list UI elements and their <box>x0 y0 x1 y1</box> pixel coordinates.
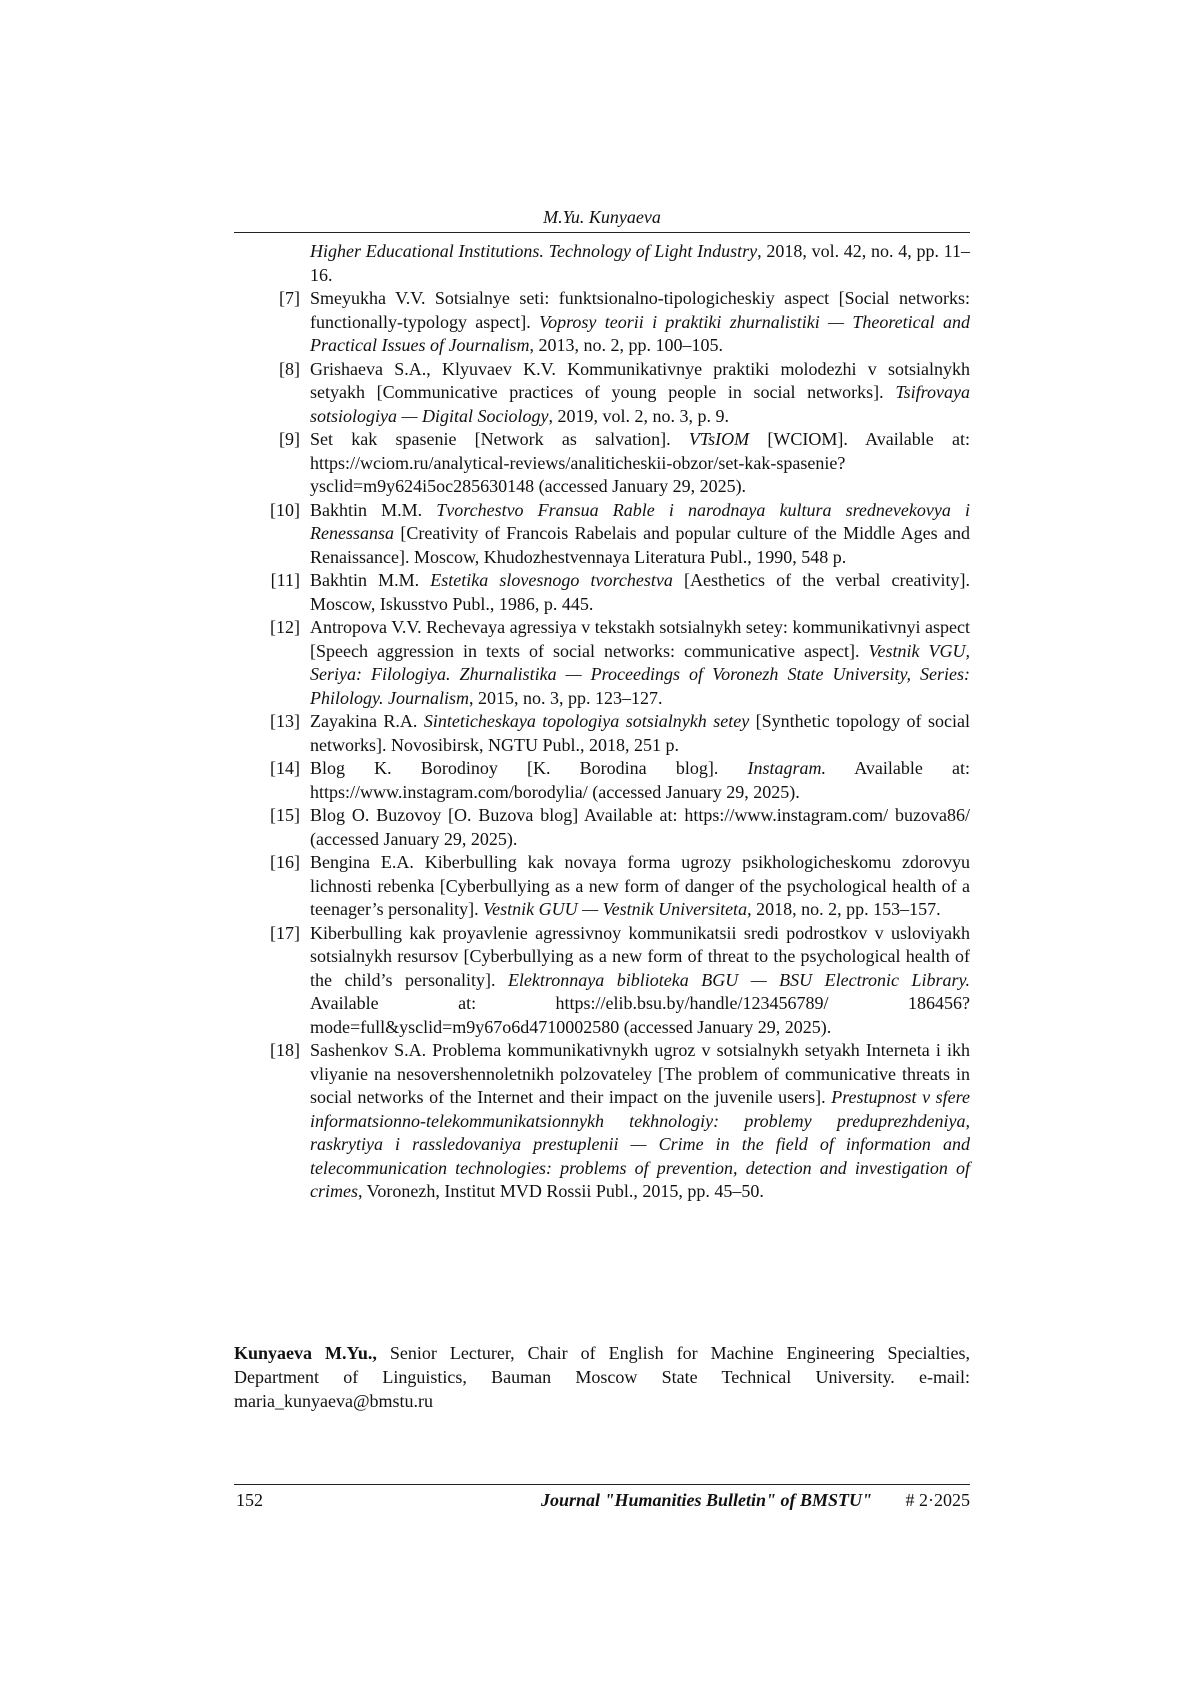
reference-number: [10] <box>270 499 300 520</box>
reference-item <box>250 922 970 1040</box>
reference-italic-segment: Tvorchestvo Fransua Rable i narodnaya kultura srednevekovya i Renessansa <box>310 499 970 543</box>
reference-text <box>310 617 970 708</box>
reference-italic-segment: VTsIOM <box>688 429 750 449</box>
issue-number: # 2·2025 <box>905 1490 970 1510</box>
reference-text <box>310 359 970 426</box>
reference-segment: [Creativity of Francois Rabelais and popular culture of the Middle Ages and Renaissance]. Moscow, Khudozhestvennaya Literatura Publ., 1990, 548 p. <box>310 523 970 567</box>
reference-segment: Available at: https://www.instagram.com/borodylia/ (accessed January 29, 2025). <box>310 758 970 802</box>
reference-text <box>310 1040 970 1201</box>
reference-segment: Set kak spasenie [Network as salvation]. <box>310 429 689 449</box>
reference-text <box>310 852 970 919</box>
reference-segment: Bengina E.A. Kiberbulling kak novaya forma ugrozy psikhologicheskomu zdorovyu lichnosti rebenka [Cyberbullying as a new form of danger of the psychological health of a teenager’s personality]. <box>310 852 970 919</box>
reference-item <box>250 804 970 851</box>
reference-segment: Bakhtin M.M. <box>310 499 437 520</box>
reference-number: [17] <box>270 922 300 943</box>
reference-segment: [Aesthetics of the verbal creativity]. Moscow, Iskusstvo Publ., 1986, p. 445. <box>310 570 970 614</box>
reference-text <box>310 923 970 1037</box>
reference-text <box>310 429 970 496</box>
reference-segment: [Synthetic topology of social networks]. Novosibirsk, NGTU Publ., 2018, 251 p. <box>310 711 970 755</box>
reference-item <box>250 287 970 358</box>
reference-segment: , 2018, no. 2, pp. 153–157. <box>747 899 941 919</box>
reference-item <box>250 428 970 499</box>
page-number: 152 <box>236 1490 263 1510</box>
author-info <box>234 1341 970 1413</box>
reference-segment: , 2013, no. 2, pp. 100–105. <box>529 335 723 355</box>
reference-text <box>310 711 970 755</box>
reference-segment: Smeyukha V.V. Sotsialnye seti: funktsionalno-tipologicheskiy aspect [Social networks: functionally-typology aspect]. <box>310 288 970 332</box>
reference-item <box>250 757 970 804</box>
reference-item <box>250 358 970 429</box>
reference-italic-segment: Higher Educational Institutions. Technology of Light Industry <box>310 241 758 261</box>
reference-number: [14] <box>270 758 300 778</box>
reference-text <box>310 241 970 285</box>
reference-segment: Antropova V.V. Rechevaya agressiya v tekstakh sotsialnykh setey: kommunikativnyi aspect [Speech aggression in texts of social networks: communicative aspect]. <box>310 617 970 661</box>
journal-title: Journal "Humanities Bulletin" of BMSTU" <box>540 1490 872 1510</box>
reference-italic-segment: Voprosy teorii i praktiki zhurnalistiki — Theoretical and Practical Issues of Journalism <box>310 311 970 355</box>
reference-italic-segment: Instagram. <box>747 758 827 778</box>
header-rule <box>234 232 970 233</box>
reference-number: [8] <box>279 358 300 379</box>
reference-text <box>310 288 970 355</box>
reference-italic-segment: Estetika slovesnogo tvorchestva <box>430 570 673 590</box>
reference-italic-segment: Elektronnaya biblioteka BGU — BSU Electronic Library. <box>507 969 970 990</box>
reference-italic-segment: Tsifrovaya sotsiologiya — Digital Sociology <box>310 382 970 426</box>
reference-number: [15] <box>270 805 300 825</box>
reference-italic-segment: Sinteticheskaya topologiya sotsialnykh setey <box>423 711 750 731</box>
running-head: M.Yu. Kunyaeva <box>543 207 661 227</box>
reference-segment: Kiberbulling kak proyavlenie agressivnoy kommunikatsii sredi podrostkov v usloviyakh sotsialnykh resursov [Cyberbullying as a new form of threat to the psychological health of the child’s personality]. <box>310 922 970 990</box>
reference-number: [7] <box>279 288 300 308</box>
reference-segment: , Voronezh, Institut MVD Rossii Publ., 2015, pp. 45–50. <box>358 1181 764 1201</box>
reference-segment: Grishaeva S.A., Klyuvaev K.V. Kommunikativnye praktiki molodezhi v sotsialnykh setyakh [Communicative practices of young people in social networks]. <box>310 358 970 402</box>
reference-item <box>250 616 970 710</box>
reference-item <box>250 569 970 616</box>
reference-number: [13] <box>270 711 300 731</box>
reference-item <box>250 240 970 287</box>
reference-segment: , 2015, no. 3, pp. 123–127. <box>469 687 663 708</box>
footer <box>234 1488 970 1514</box>
reference-item <box>250 499 970 570</box>
reference-italic-segment: Vestnik GUU — Vestnik Universiteta <box>483 899 748 919</box>
author-name: Kunyaeva M.Yu., <box>234 1343 377 1363</box>
reference-number: [18] <box>270 1040 300 1060</box>
reference-segment: Bakhtin M.M. <box>310 570 431 590</box>
reference-number: [12] <box>270 617 300 637</box>
reference-item <box>250 1039 970 1204</box>
reference-list <box>250 240 970 1204</box>
reference-segment: Zayakina R.A. <box>310 711 424 731</box>
reference-text <box>310 758 970 802</box>
reference-segment: Sashenkov S.A. Problema kommunikativnykh ugroz v sotsialnykh setyakh Interneta i ikh vliyanie na nesovershennoletnikh polzovateley [The problem of communicative threats in social networks of the Internet and their impact on the juvenile users]. <box>310 1040 970 1107</box>
reference-segment: [WCIOM]. Available at: https://wciom.ru/analytical-reviews/analiticheskii-obzor/set-kak-spasenie?ysclid=m9y624i5oc285630148 (accessed January 29, 2025). <box>310 429 970 496</box>
reference-italic-segment: Prestupnost v sfere informatsionno-telekommunikatsionnykh tekhnologiy: problemy preduprezhdeniya, raskrytiya i rassledovaniya prestuplenii — Crime in the field of information and telecommunication technologies: problems of prevention, detection and investigation of crimes <box>310 1087 970 1201</box>
reference-segment: Blog O. Buzovoy [O. Buzova blog] Available at: https://www.instagram.com/ buzova86/ (accessed January 29, 2025). <box>310 805 970 849</box>
reference-segment: , 2018, vol. 42, no. 4, pp. 11–16. <box>310 241 970 285</box>
reference-text <box>310 500 970 567</box>
author-description: Senior Lecturer, Chair of English for Machine Engineering Specialties, Department of Linguistics, Bauman Moscow State Technical University. e-mail: maria_kunyaeva@bmstu.ru <box>234 1343 971 1411</box>
reference-number: [9] <box>279 429 300 449</box>
reference-segment: Available at: https://elib.bsu.by/handle/123456789/ 186456?mode=full&ysclid=m9y67o6d4710002580 (accessed January 29, 2025). <box>310 993 970 1037</box>
reference-number: [11] <box>270 570 300 590</box>
reference-italic-segment: Vestnik VGU, Seriya: Filologiya. Zhurnalistika — Proceedings of Voronezh State University, Series: Philology. Journalism <box>310 640 970 708</box>
reference-text <box>310 805 970 849</box>
footer-rule <box>234 1484 970 1485</box>
reference-item <box>250 710 970 757</box>
reference-item <box>250 851 970 922</box>
reference-segment: , 2019, vol. 2, no. 3, p. 9. <box>548 405 730 426</box>
reference-number: [16] <box>270 852 300 872</box>
reference-text <box>310 570 970 614</box>
reference-segment: Blog K. Borodinoy [K. Borodina blog]. <box>310 758 748 778</box>
